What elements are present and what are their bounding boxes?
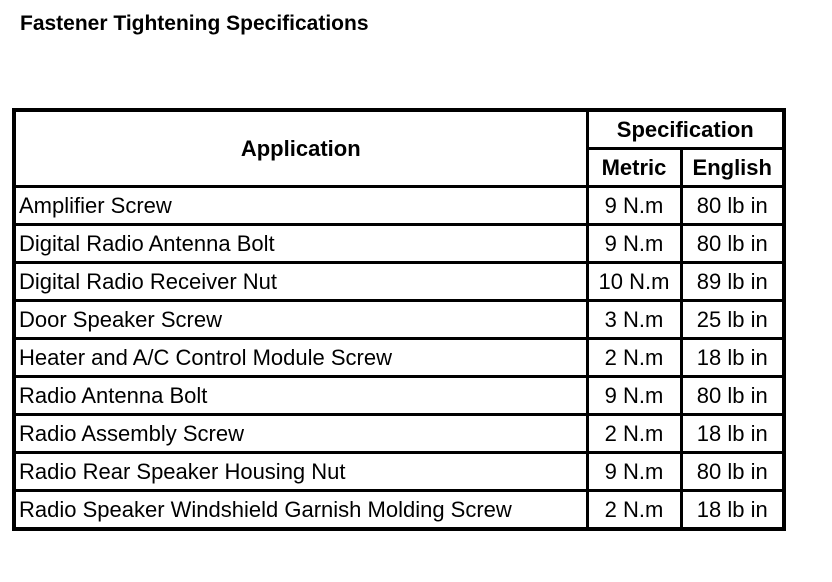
- application-cell: Digital Radio Antenna Bolt: [14, 225, 587, 263]
- application-cell: Heater and A/C Control Module Screw: [14, 339, 587, 377]
- table-row: [14, 377, 784, 415]
- english-cell: 18 lb in: [681, 491, 784, 530]
- table-row: [14, 491, 784, 530]
- english-cell: 25 lb in: [681, 301, 784, 339]
- document-title: Fastener Tightening Specifications: [20, 12, 369, 35]
- fastener-spec-table: [12, 108, 786, 531]
- table-row: [14, 225, 784, 263]
- metric-cell: 10 N.m: [587, 263, 681, 301]
- metric-cell: 9 N.m: [587, 377, 681, 415]
- header-row-top: [14, 110, 784, 149]
- application-cell: Door Speaker Screw: [14, 301, 587, 339]
- application-cell: Amplifier Screw: [14, 187, 587, 225]
- english-cell: 80 lb in: [681, 225, 784, 263]
- metric-cell: 2 N.m: [587, 339, 681, 377]
- metric-cell: 2 N.m: [587, 415, 681, 453]
- table-row: [14, 339, 784, 377]
- english-cell: 89 lb in: [681, 263, 784, 301]
- english-column-header: English: [681, 149, 784, 187]
- application-cell: Digital Radio Receiver Nut: [14, 263, 587, 301]
- specification-column-header: Specification: [587, 110, 784, 149]
- application-cell: Radio Speaker Windshield Garnish Molding Screw: [14, 491, 587, 530]
- application-column-header: Application: [14, 110, 587, 187]
- table-row: [14, 263, 784, 301]
- table-body: [14, 187, 784, 530]
- table-row: [14, 415, 784, 453]
- application-cell: Radio Antenna Bolt: [14, 377, 587, 415]
- metric-cell: 2 N.m: [587, 491, 681, 530]
- table-row: [14, 453, 784, 491]
- table-row: [14, 301, 784, 339]
- application-cell: Radio Rear Speaker Housing Nut: [14, 453, 587, 491]
- table-row: [14, 187, 784, 225]
- table-header: [14, 110, 784, 187]
- english-cell: 18 lb in: [681, 339, 784, 377]
- metric-cell: 9 N.m: [587, 453, 681, 491]
- metric-cell: 3 N.m: [587, 301, 681, 339]
- english-cell: 80 lb in: [681, 377, 784, 415]
- english-cell: 80 lb in: [681, 453, 784, 491]
- metric-cell: 9 N.m: [587, 225, 681, 263]
- english-cell: 80 lb in: [681, 187, 784, 225]
- english-cell: 18 lb in: [681, 415, 784, 453]
- application-cell: Radio Assembly Screw: [14, 415, 587, 453]
- metric-cell: 9 N.m: [587, 187, 681, 225]
- metric-column-header: Metric: [587, 149, 681, 187]
